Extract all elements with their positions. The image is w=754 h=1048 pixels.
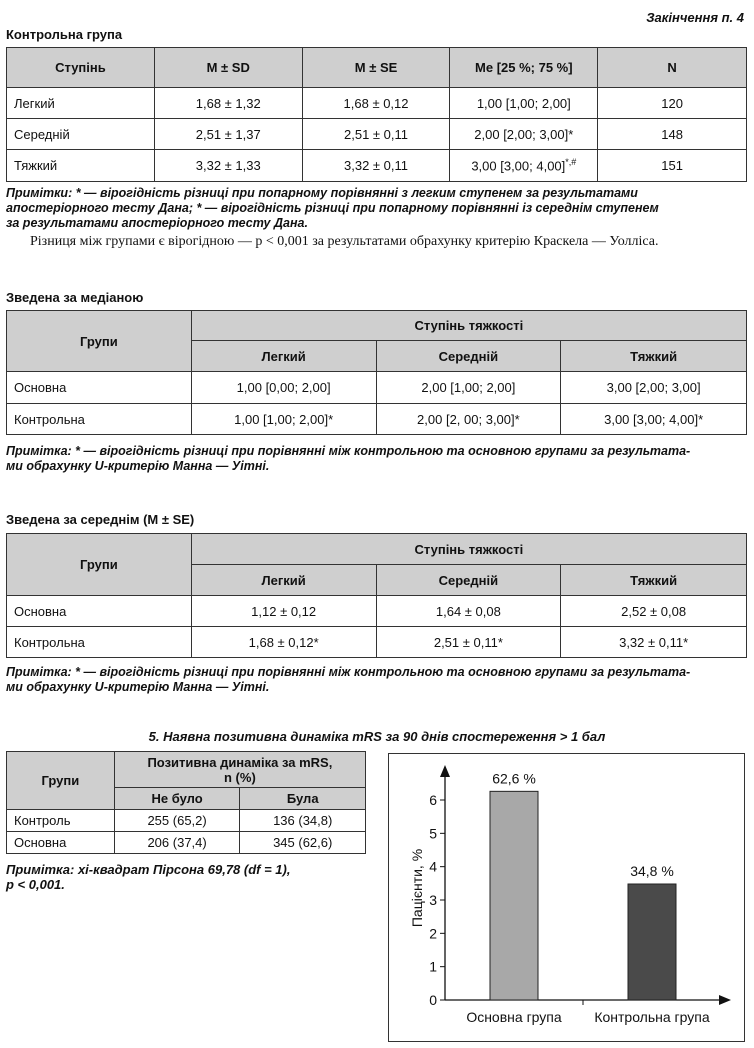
table-cell: 1,68 ± 0,12*	[191, 627, 376, 658]
table-cell: 1,12 ± 0,12	[191, 596, 376, 627]
table-row	[7, 832, 366, 854]
table-cell: 2,00 [1,00; 2,00]	[376, 372, 561, 404]
control-group-table	[6, 47, 747, 182]
dynamics-table	[6, 751, 366, 854]
note-line: за результатами апостеріорного тесту Дана.	[6, 216, 308, 230]
table-cell: 255 (65,2)	[114, 810, 240, 832]
section4-title: 5. Наявна позитивна динаміка mRS за 90 днів спостереження > 1 бал	[148, 729, 606, 744]
table-cell: 1,64 ± 0,08	[376, 596, 561, 627]
y-tick-label: 6	[429, 792, 437, 808]
table-cell: Основна	[7, 832, 115, 854]
table-cell: 120	[598, 88, 747, 119]
table-cell: 3,32 ± 0,11*	[561, 627, 747, 658]
table-cell: 345 (62,6)	[240, 832, 366, 854]
note-line: Примітка: * — вірогідність різниці при порівнянні між контрольною та основною групами за результата-	[6, 444, 691, 458]
table-cell: 3,00 [3,00; 4,00]*,#	[450, 150, 598, 182]
superscript-marker: *,#	[565, 157, 577, 168]
table-cell: 206 (37,4)	[114, 832, 240, 854]
section1-note	[6, 186, 751, 231]
table-cell: 3,00 [3,00; 4,00]*	[561, 404, 747, 435]
note-line: апостеріорного тесту Дана; * — вірогідність різниці при попарному порівнянні із середнім ступенем	[6, 201, 659, 215]
table-row	[7, 627, 747, 658]
table-cell: Тяжкий	[7, 150, 155, 182]
table-cell: Контроль	[7, 810, 115, 832]
mean-table	[6, 533, 747, 658]
header-cell: M ± SD	[154, 48, 302, 88]
note-line: Примітка: * — вірогідність різниці при порівнянні між контрольною та основною групами за результата-	[6, 665, 691, 679]
table-row	[7, 810, 366, 832]
table-cell: 2,52 ± 0,08	[561, 596, 747, 627]
header-cell: Ступінь	[7, 48, 155, 88]
data-label: 62,6 %	[492, 770, 536, 787]
table-cell: 148	[598, 119, 747, 150]
table-cell: 3,32 ± 1,33	[154, 150, 302, 182]
section1-title: Контрольна група	[6, 27, 123, 42]
table-cell: Основна	[7, 372, 192, 404]
header-cell: Групи	[7, 534, 192, 596]
table-cell: 1,00 [1,00; 2,00]*	[191, 404, 376, 435]
table-row	[7, 372, 747, 404]
header-cell: N	[598, 48, 747, 88]
table-row	[7, 88, 747, 119]
header-line: Позитивна динаміка за mRS,	[147, 754, 333, 770]
continuation-label: Закінчення п. 4	[646, 10, 744, 25]
table-cell: Контрольна	[7, 404, 192, 435]
header-cell: Me [25 %; 75 %]	[450, 48, 598, 88]
x-axis-arrow	[719, 995, 731, 1005]
median-table	[6, 310, 747, 435]
header-cell: Групи	[7, 752, 115, 810]
table-cell: 1,00 [1,00; 2,00]	[450, 88, 598, 119]
y-tick-label: 2	[429, 925, 437, 942]
note-line: Примітки: * — вірогідність різниці при попарному порівнянні з легким ступенем за результатами	[6, 186, 638, 200]
bar-chart	[388, 753, 746, 1043]
table-row	[7, 119, 747, 150]
header-cell	[114, 752, 365, 788]
note-line: p < 0,001.	[6, 877, 65, 892]
header-cell: Тяжкий	[561, 341, 747, 372]
header-cell: Тяжкий	[561, 565, 747, 596]
header-cell: M ± SE	[302, 48, 450, 88]
note-line: Примітка: хі-квадрат Пірсона 69,78 (df = 1),	[6, 862, 291, 877]
section1-significance-text: Різниця між групами є вірогідною — p < 0,001 за результатами обрахунку критерію Краскела — Уолліса.	[30, 234, 659, 249]
table-cell: 2,51 ± 0,11*	[376, 627, 561, 658]
table-row	[7, 404, 747, 435]
header-cell: Ступінь тяжкості	[191, 534, 746, 565]
header-cell: Ступінь тяжкості	[191, 311, 746, 341]
y-axis-arrow	[440, 765, 450, 777]
table-cell: 1,00 [0,00; 2,00]	[191, 372, 376, 404]
table-cell: 2,51 ± 1,37	[154, 119, 302, 150]
table-row	[7, 150, 747, 182]
y-tick-label: 1	[429, 958, 437, 975]
header-cell: Була	[240, 788, 366, 810]
table-cell: 136 (34,8)	[240, 810, 366, 832]
y-tick-label: 4	[429, 858, 437, 875]
table-cell: 2,00 [2, 00; 3,00]*	[376, 404, 561, 435]
x-tick-label: Контрольна група	[594, 1009, 710, 1025]
header-cell: Середній	[376, 341, 561, 372]
header-line: n (%)	[224, 769, 256, 785]
table-cell: 151	[598, 150, 747, 182]
note-line: ми обрахунку U-критерію Манна — Уітні.	[6, 459, 270, 473]
header-cell: Групи	[7, 311, 192, 372]
header-cell: Легкий	[191, 341, 376, 372]
data-label: 34,8 %	[630, 863, 674, 879]
table-row	[7, 596, 747, 627]
bar	[490, 791, 538, 1000]
chart-frame	[389, 754, 745, 1042]
table-cell: 2,51 ± 0,11	[302, 119, 450, 150]
section3-note	[6, 665, 751, 695]
table-cell: 3,00 [2,00; 3,00]	[561, 372, 747, 404]
section2-title: Зведена за медіаною	[6, 290, 144, 305]
table-cell: 1,68 ± 1,32	[154, 88, 302, 119]
table-cell: 3,32 ± 0,11	[302, 150, 450, 182]
table-cell: Контрольна	[7, 627, 192, 658]
y-tick-label: 0	[429, 992, 437, 1008]
y-tick-label: 5	[429, 825, 437, 842]
x-tick-label: Основна група	[466, 1009, 562, 1025]
table-cell: Середній	[7, 119, 155, 150]
y-axis-label: Пацієнти, %	[409, 848, 425, 928]
table-cell: Основна	[7, 596, 192, 627]
header-cell: Не було	[114, 788, 240, 810]
section4-note	[6, 862, 366, 892]
table-cell: Легкий	[7, 88, 155, 119]
header-cell: Середній	[376, 565, 561, 596]
note-line: ми обрахунку U-критерію Манна — Уітні.	[6, 680, 270, 694]
section3-title: Зведена за середнім (M ± SE)	[6, 512, 195, 527]
table-cell: 1,68 ± 0,12	[302, 88, 450, 119]
header-cell: Легкий	[191, 565, 376, 596]
y-tick-label: 3	[429, 892, 437, 908]
bar	[628, 884, 676, 1000]
table-cell: 2,00 [2,00; 3,00]*	[450, 119, 598, 150]
section2-note	[6, 444, 751, 474]
